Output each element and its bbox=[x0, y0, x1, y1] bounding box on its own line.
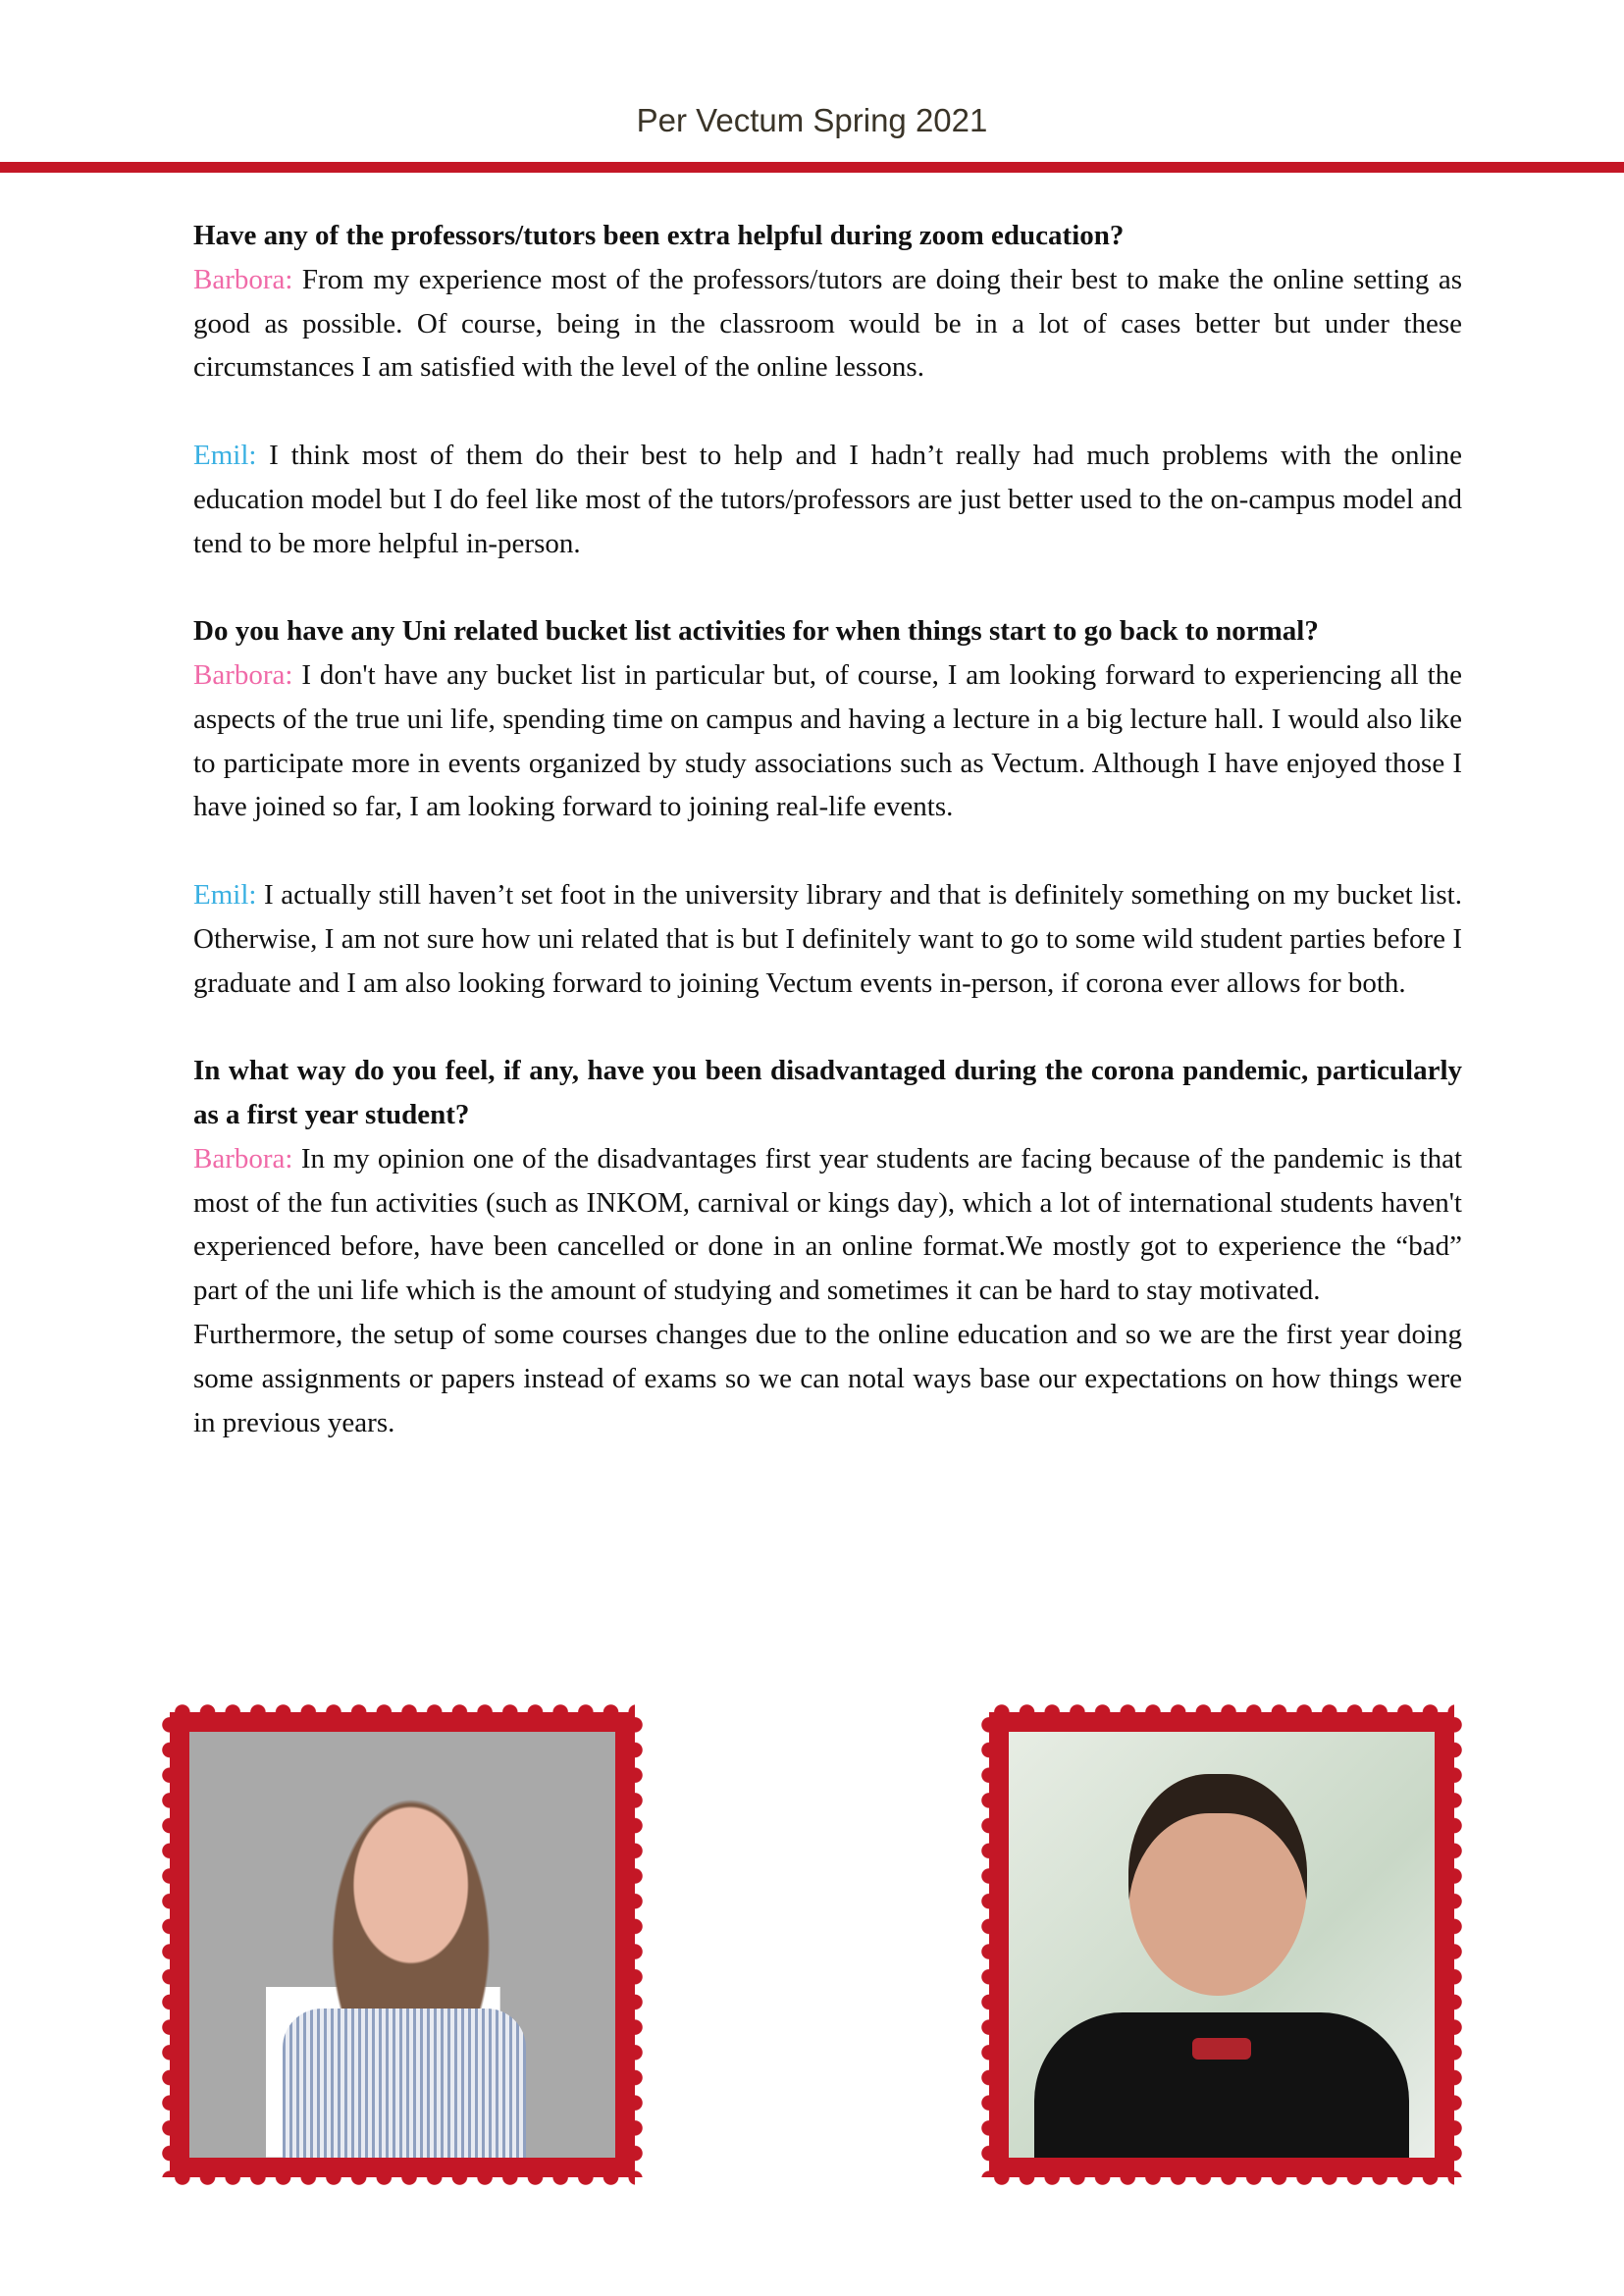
barbora-photo bbox=[189, 1732, 615, 2158]
answer-text: From my experience most of the professors/tutors are doing their best to make the online setting as good as possible. Of course, being in the classroom would be in a lot of cases better but under these circumstances I am satisfied with the level of the online lessons. bbox=[193, 263, 1462, 384]
answer-text: I don't have any bucket list in particular but, of course, I am looking forward to experiencing all the aspects of the true uni life, spending time on campus and having a lecture in a big lecture hall. I would also like to participate more in events organized by study associations such as Vectum. Although I have enjoyed those I have joined so far, I am looking forward to joining real-life events. bbox=[193, 658, 1462, 823]
speaker-barbora: Barbora: bbox=[193, 658, 293, 691]
question-2: Do you have any Uni related bucket list activities for when things start to go back to normal? bbox=[193, 615, 1319, 648]
speaker-emil: Emil: bbox=[193, 878, 257, 911]
photo-frame-barbora bbox=[162, 1704, 643, 2185]
answer-barbora-2 bbox=[193, 653, 1462, 829]
page-header-title: Per Vectum Spring 2021 bbox=[636, 102, 988, 138]
answer-barbora-1 bbox=[193, 258, 1462, 390]
speaker-barbora: Barbora: bbox=[193, 1142, 293, 1174]
answer-text: In my opinion one of the disadvantages first year students are facing because of the pandemic is that most of the fun activities (such as INKOM, carnival or kings day), which a lot of international students haven't experienced before, have been cancelled or done in an online format.We mostly got to experience the “bad” part of the uni life which is the amount of studying and sometimes it can be hard to stay motivated. bbox=[193, 1142, 1462, 1307]
interview-content bbox=[193, 214, 1462, 1444]
emil-photo bbox=[1009, 1732, 1435, 2158]
answer-emil-2 bbox=[193, 873, 1462, 1005]
photo-frame-emil bbox=[981, 1704, 1462, 2185]
answer-emil-1 bbox=[193, 434, 1462, 565]
question-3: In what way do you feel, if any, have you been disadvantaged during the corona pandemic, particularly as a first year student? bbox=[193, 1055, 1462, 1130]
answer-barbora-3 bbox=[193, 1137, 1462, 1313]
question-1: Have any of the professors/tutors been extra helpful during zoom education? bbox=[193, 220, 1125, 251]
answer-barbora-3-continuation: Furthermore, the setup of some courses changes due to the online education and so we are the first year doing some assignments or papers instead of exams so we can notal ways base our expectations on how things were in previous years. bbox=[193, 1318, 1462, 1438]
answer-text: I actually still haven’t set foot in the university library and that is definitely something on my bucket list. Otherwise, I am not sure how uni related that is but I definitely want to go to some wild student parties before I graduate and I am also looking forward to joining Vectum events in-person, if corona ever allows for both. bbox=[193, 878, 1462, 999]
speaker-barbora: Barbora: bbox=[193, 263, 293, 295]
header-divider bbox=[0, 162, 1624, 173]
speaker-emil: Emil: bbox=[193, 439, 257, 471]
answer-text: I think most of them do their best to help and I hadn’t really had much problems with the online education model but I do feel like most of the tutors/professors are just better used to the on-campus model and tend to be more helpful in-person. bbox=[193, 439, 1462, 559]
